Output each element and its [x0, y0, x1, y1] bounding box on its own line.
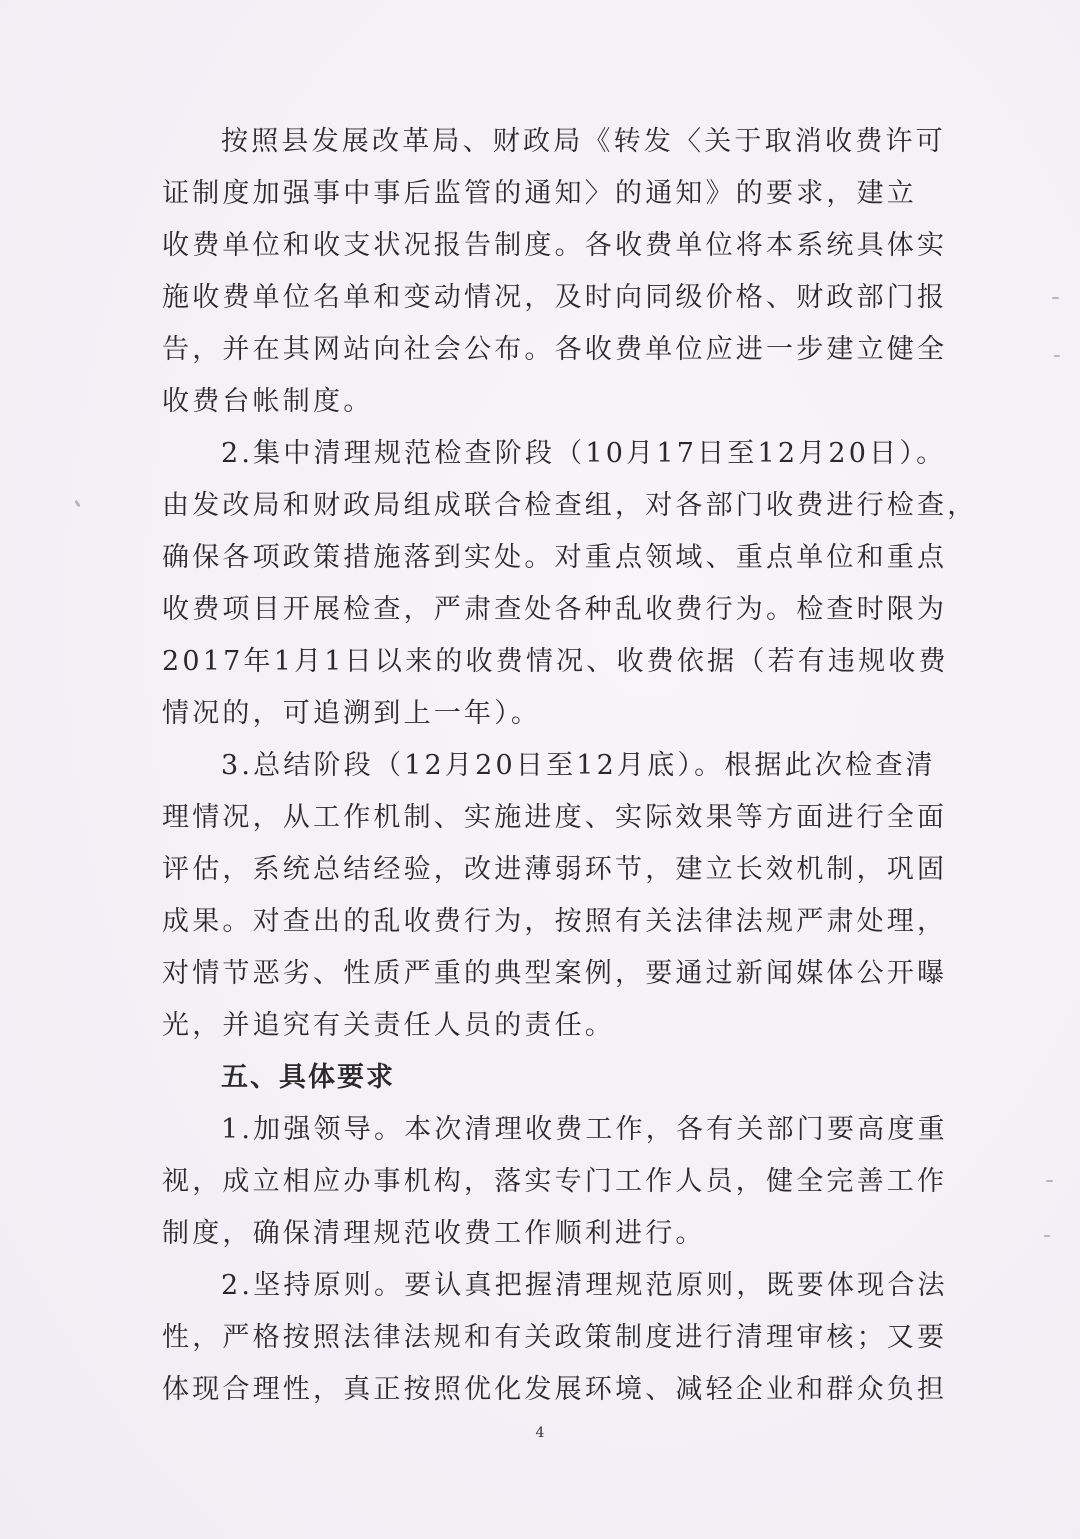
- scan-speck: [74, 500, 80, 507]
- text-line: 收费台帐制度。: [162, 386, 374, 417]
- section-heading: 五、具体要求: [221, 1062, 395, 1093]
- text-line: 3.总结阶段（12月20日至12月底）。根据此次检查清: [221, 750, 936, 781]
- scan-speck: [1044, 1235, 1050, 1237]
- scan-speck: [1052, 297, 1059, 299]
- text-line: 光，并追究有关责任人员的责任。: [162, 1010, 615, 1041]
- page-number: 4: [535, 1425, 545, 1441]
- text-line: 对情节恶劣、性质严重的典型案例，要通过新闻媒体公开曝: [162, 958, 948, 989]
- text-line: 评估，系统总结经验，改进薄弱环节，建立长效机制，巩固: [162, 854, 948, 885]
- text-line: 2.坚持原则。要认真把握清理规范原则，既要体现合法: [221, 1270, 948, 1301]
- text-line: 证制度加强事中事后监管的通知〉的通知》的要求，建立: [162, 178, 917, 209]
- scan-speck: [1046, 1180, 1053, 1182]
- text-line: 确保各项政策措施落到实处。对重点领域、重点单位和重点: [162, 542, 948, 573]
- text-line: 告，并在其网站向社会公布。各收费单位应进一步建立健全: [162, 334, 948, 365]
- text-line: 性，严格按照法律法规和有关政策制度进行清理审核；又要: [162, 1322, 948, 1353]
- text-line: 制度，确保清理规范收费工作顺利进行。: [162, 1218, 706, 1249]
- text-line: 情况的，可追溯到上一年）。: [162, 698, 542, 729]
- text-line: 视，成立相应办事机构，落实专门工作人员，健全完善工作: [162, 1166, 948, 1197]
- text-line: 施收费单位名单和变动情况，及时向同级价格、财政部门报: [162, 282, 948, 313]
- scan-speck: [1054, 355, 1060, 357]
- text-line: 收费项目开展检查，严肃查处各种乱收费行为。检查时限为: [162, 594, 948, 625]
- text-line: 按照县发展改革局、财政局《转发〈关于取消收费许可: [221, 126, 946, 157]
- text-line: 2017年1月1日以来的收费情况、收费依据（若有违规收费: [162, 646, 949, 677]
- text-line: 由发改局和财政局组成联合检查组，对各部门收费进行检查，: [162, 490, 978, 521]
- text-line: 成果。对查出的乱收费行为，按照有关法律法规严肃处理，: [162, 906, 948, 937]
- text-line: 1.加强领导。本次清理收费工作，各有关部门要高度重: [221, 1114, 948, 1145]
- text-line: 收费单位和收支状况报告制度。各收费单位将本系统具体实: [162, 230, 948, 261]
- text-line: 理情况，从工作机制、实施进度、实际效果等方面进行全面: [162, 802, 948, 833]
- text-line: 体现合理性，真正按照优化发展环境、减轻企业和群众负担: [162, 1374, 948, 1405]
- text-line: 2.集中清理规范检查阶段（10月17日至12月20日）。: [221, 438, 947, 469]
